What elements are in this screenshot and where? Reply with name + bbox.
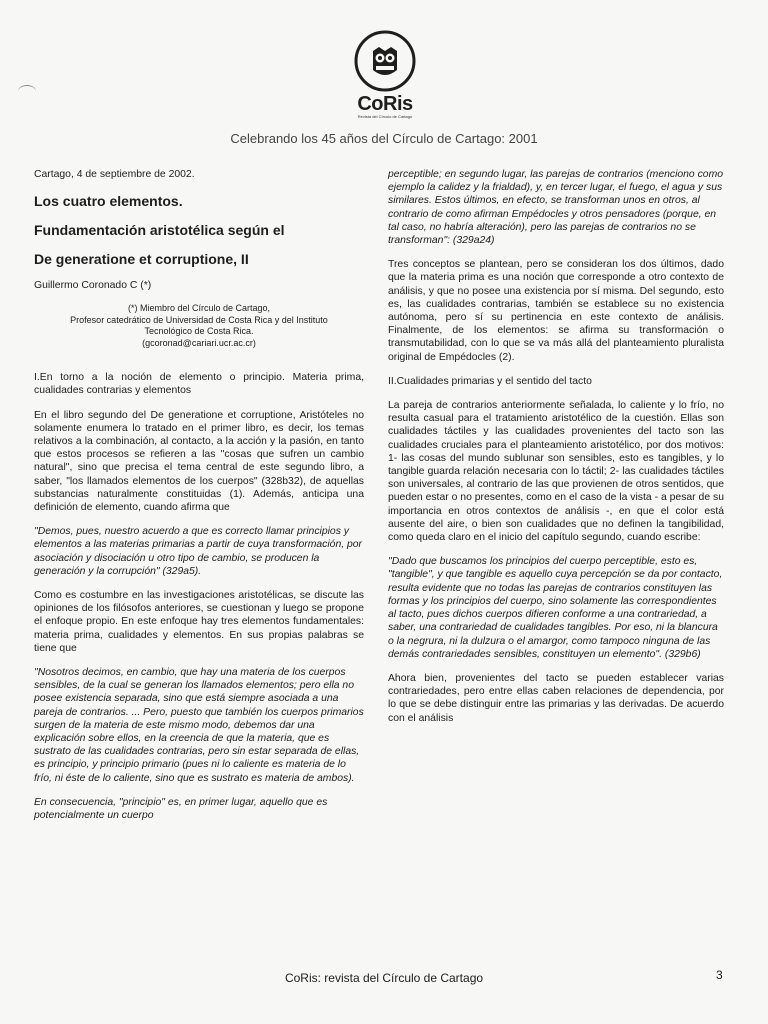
affiliation-line: Tecnológico de Costa Rica. bbox=[144, 326, 254, 337]
quote: "Dado que buscamos los principios del cuerpo perceptible, esto es, "tangible", y que tangible es aquello cuya percepción se da por contacto, resulta evidente que no todas las parejas de contrarios constituyen las formas y los principios del cuerpo, sino solamente las correspondientes al tacto, pues dichos cuerpos difieren conforme a una contrariedad, a saber, una contrariedad de cualidades tangibles. Por eso, ni la blancura o la negrura, ni la dulzura o el amargor, como tampoco ninguna de las demás contrariedades sensibles, constituyen un elemento". (329b6) bbox=[388, 556, 723, 660]
title-line: Los cuatro elementos. bbox=[34, 193, 183, 210]
quote: "Demos, pues, nuestro acuerdo a que es correcto llamar principios y elementos a las materias primarias a partir de cuya transformación, por asociación y disociación u otro tipo de cambio, se producen la generación y la corrupción" (329a5). bbox=[34, 526, 363, 577]
affiliation-line: (*) Miembro del Círculo de Cartago, bbox=[127, 303, 271, 314]
paragraph: Tres conceptos se plantean, pero se consideran los dos últimos, dado que la materia prima es una noción que corresponde a otro contexto de análisis, y que no posee una existencia por sí misma. Del segundo, esto es, las cualidades contrarias, también se establece su no existencia autónoma, pero sí su pertinencia en este contexto de análisis. Finalmente, de los elementos: se afirma su transformación o transmutabilidad, con lo que se va más allá del planteamiento pluralista original de Empédocles (2). bbox=[388, 259, 724, 363]
quote: En consecuencia, "principio" es, en primer lugar, aquello que es potencialmente un cuerpo bbox=[34, 796, 328, 822]
paragraph: Ahora bien, provenientes del tacto se pueden establecer varias contrariedades, pero entre ellas caben relaciones de dependencia, por lo que se debe distinguir entre las primarias y las derivadas. De acuerdo con el análisis bbox=[388, 672, 724, 724]
paragraph: La pareja de contrarios anteriormente señalada, lo caliente y lo frío, no resulta casual para el tratamiento aristotélico de la cuestión. Ellas son cualidades táctiles y las cualidades provenientes del tacto son las cualidades cruciales para el planteamiento aristotélico, por dos motivos: 1- las cosas del mundo sublunar son sensibles, esto es tangibles, y lo tangible guarda relación necesaria con lo táctil; 2- las cualidades táctiles son universales, al contrario de las que provienen de otros sentidos, que pueden estar o no presentes, como en el caso de la vista - a pesar de su importancia en otros contextos de análisis -, en que el color está ausente del aire, o bien son cualidades que no definen la tangibilidad, como queda claro en el inicio del capítulo segundo, cuando escribe: bbox=[388, 400, 724, 544]
footer: CoRis: revista del Círculo de Cartago bbox=[284, 971, 484, 985]
scan-mark bbox=[18, 85, 36, 98]
quote: "Nosotros decimos, en cambio, que hay una materia de los cuerpos sensibles, de la cual se generan los llamados elementos; pero ella no posee existencia separada, sino que está siempre asociada a una pareja de contrarios. ... Pero, puesto que también los cuerpos primarios surgen de la materia de este mismo modo, debemos dar una explicación sobre ellos, en la creencia de que la materia, que es sustrato de las cualidades contrarias, pero sin estar separada de ellas, es principio, y principio primario (pues ni lo caliente es materia de lo frío, ni éste de lo caliente, sino que es sustrato es materia de ambos). bbox=[34, 667, 364, 784]
title-line: Fundamentación aristotélica según el bbox=[34, 222, 285, 239]
article-title bbox=[34, 192, 364, 268]
date-line: Cartago, 4 de septiembre de 2002. bbox=[34, 169, 195, 180]
logo-name: CoRis bbox=[357, 93, 413, 115]
title-line: De generatione et corruptione, II bbox=[34, 251, 249, 268]
author: Guillermo Coronado C (*) bbox=[34, 280, 152, 292]
logo-subtitle: Revista del Círculo de Cartago bbox=[357, 114, 413, 119]
section-heading-2: II.Cualidades primarias y el sentido del tacto bbox=[388, 375, 592, 387]
quote-continued: perceptible; en segundo lugar, las parejas de contrarios (menciono como ejemplo la calidez y la frialdad), y, en tercer lugar, el fuego, el agua y sus similares. Estos últimos, en efecto, se transforman unos en otros, al contrario de como afirman Empédocles y otros pensadores (porque, en tal caso, no habría alteración), pero las parejas de contrarios no se transforman": (329a24) bbox=[388, 169, 724, 247]
tagline: Celebrando los 45 años del Círculo de Cartago: 2001 bbox=[230, 131, 538, 146]
owl-icon bbox=[354, 30, 416, 92]
paragraph: Como es costumbre en las investigaciones aristotélicas, se discute las opiniones de los filósofos anteriores, se cuestionan y luego se propone el enfoque propio. En este enfoque hay tres elementos fundamentales: materia prima, cualidades y elementos. En sus propias palabras se tiene que bbox=[34, 590, 364, 654]
section-heading-1: I.En torno a la noción de elemento o principio. Materia prima, cualidades contrarias y elementos bbox=[34, 372, 364, 397]
page-number: 3 bbox=[716, 968, 723, 982]
right-column bbox=[388, 168, 724, 736]
paragraph: En el libro segundo del De generatione et corruptione, Aristóteles no solamente enumera lo tratado en el primer libro, es decir, los temas relativos a la combinación, al contacto, a la acción y la pasión, en tanto que estos procesos se refieren a las "cosas que sufren un cambio natural", sino que precisa el tema central de este segundo libro, a saber, "los llamados elementos de los cuerpos" (328b32), de aquellas substancias naturalmente constituidas (1). Además, anticipa una definición de elemento, cuando afirma que bbox=[34, 409, 364, 514]
coris-logo bbox=[350, 30, 420, 120]
left-column bbox=[34, 168, 364, 833]
affiliation bbox=[34, 303, 364, 349]
author-email: (gcoronad@cariari.ucr.ac.cr) bbox=[142, 337, 256, 348]
affiliation-line: Profesor catedrático de Universidad de Costa Rica y del Instituto bbox=[70, 314, 328, 325]
